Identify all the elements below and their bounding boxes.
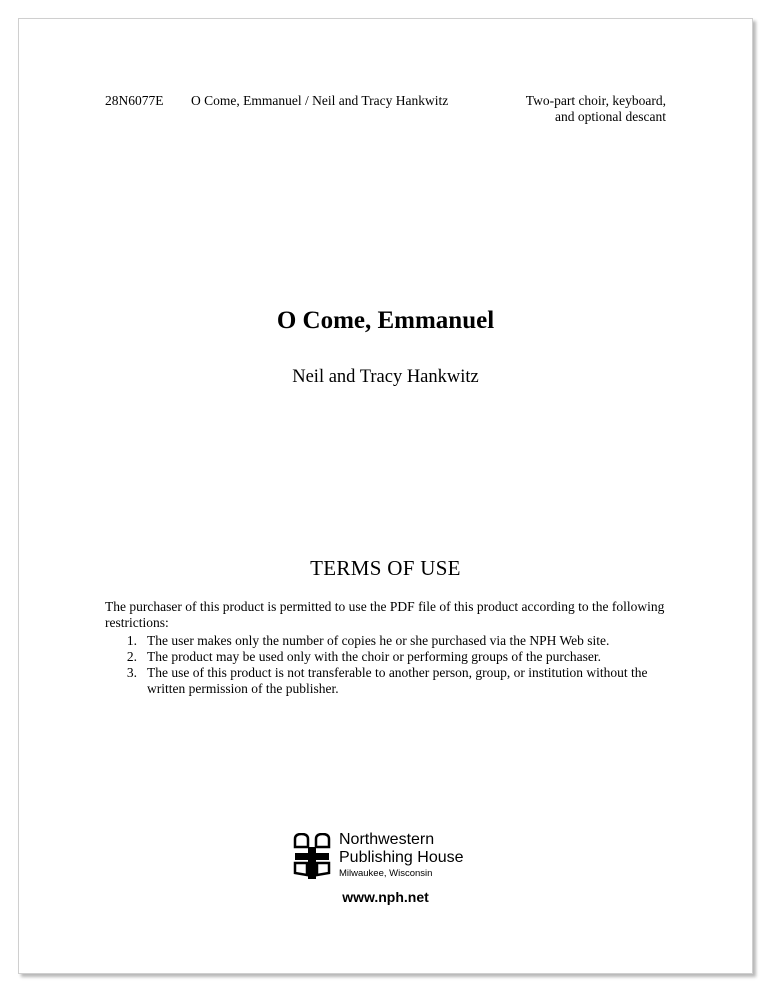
terms-intro: The purchaser of this product is permitted to use the PDF file of this product according to the following restrictions: <box>105 599 665 630</box>
page-title: O Come, Emmanuel <box>276 307 495 334</box>
terms-item-number: 3. <box>126 665 137 680</box>
publisher-logo <box>293 831 493 879</box>
terms-list <box>105 633 685 697</box>
header-voicing <box>526 93 666 125</box>
terms-item <box>105 649 685 665</box>
catalog-number: 28N6077E <box>105 93 164 108</box>
publisher-website: www.nph.net <box>342 889 429 905</box>
terms-item-text: The product may be used only with the choir or performing groups of the purchaser. <box>147 649 602 664</box>
terms-item-text: The use of this product is not transferable to another person, group, or institution without the written permission of the publisher. <box>147 665 648 696</box>
publisher-name <box>339 831 464 867</box>
terms-heading: TERMS OF USE <box>310 556 461 580</box>
publisher-name-line-1: Northwestern <box>339 831 435 848</box>
terms-item <box>105 665 685 697</box>
voicing-line-2: and optional descant <box>555 109 666 124</box>
voicing-line-1: Two-part choir, keyboard, <box>525 93 666 108</box>
header-title-composer: O Come, Emmanuel / Neil and Tracy Hankwitz <box>191 93 449 108</box>
publisher-location: Milwaukee, Wisconsin <box>339 868 433 879</box>
nph-cross-logo-icon <box>293 833 331 879</box>
document-page <box>18 18 753 974</box>
terms-item-number: 1. <box>126 633 137 648</box>
composer-name: Neil and Tracy Hankwitz <box>292 367 479 387</box>
terms-item-number: 2. <box>126 649 137 664</box>
terms-item-text: The user makes only the number of copies he or she purchased via the NPH Web site. <box>147 633 610 648</box>
publisher-name-line-2: Publishing House <box>339 849 464 866</box>
terms-item <box>105 633 685 649</box>
